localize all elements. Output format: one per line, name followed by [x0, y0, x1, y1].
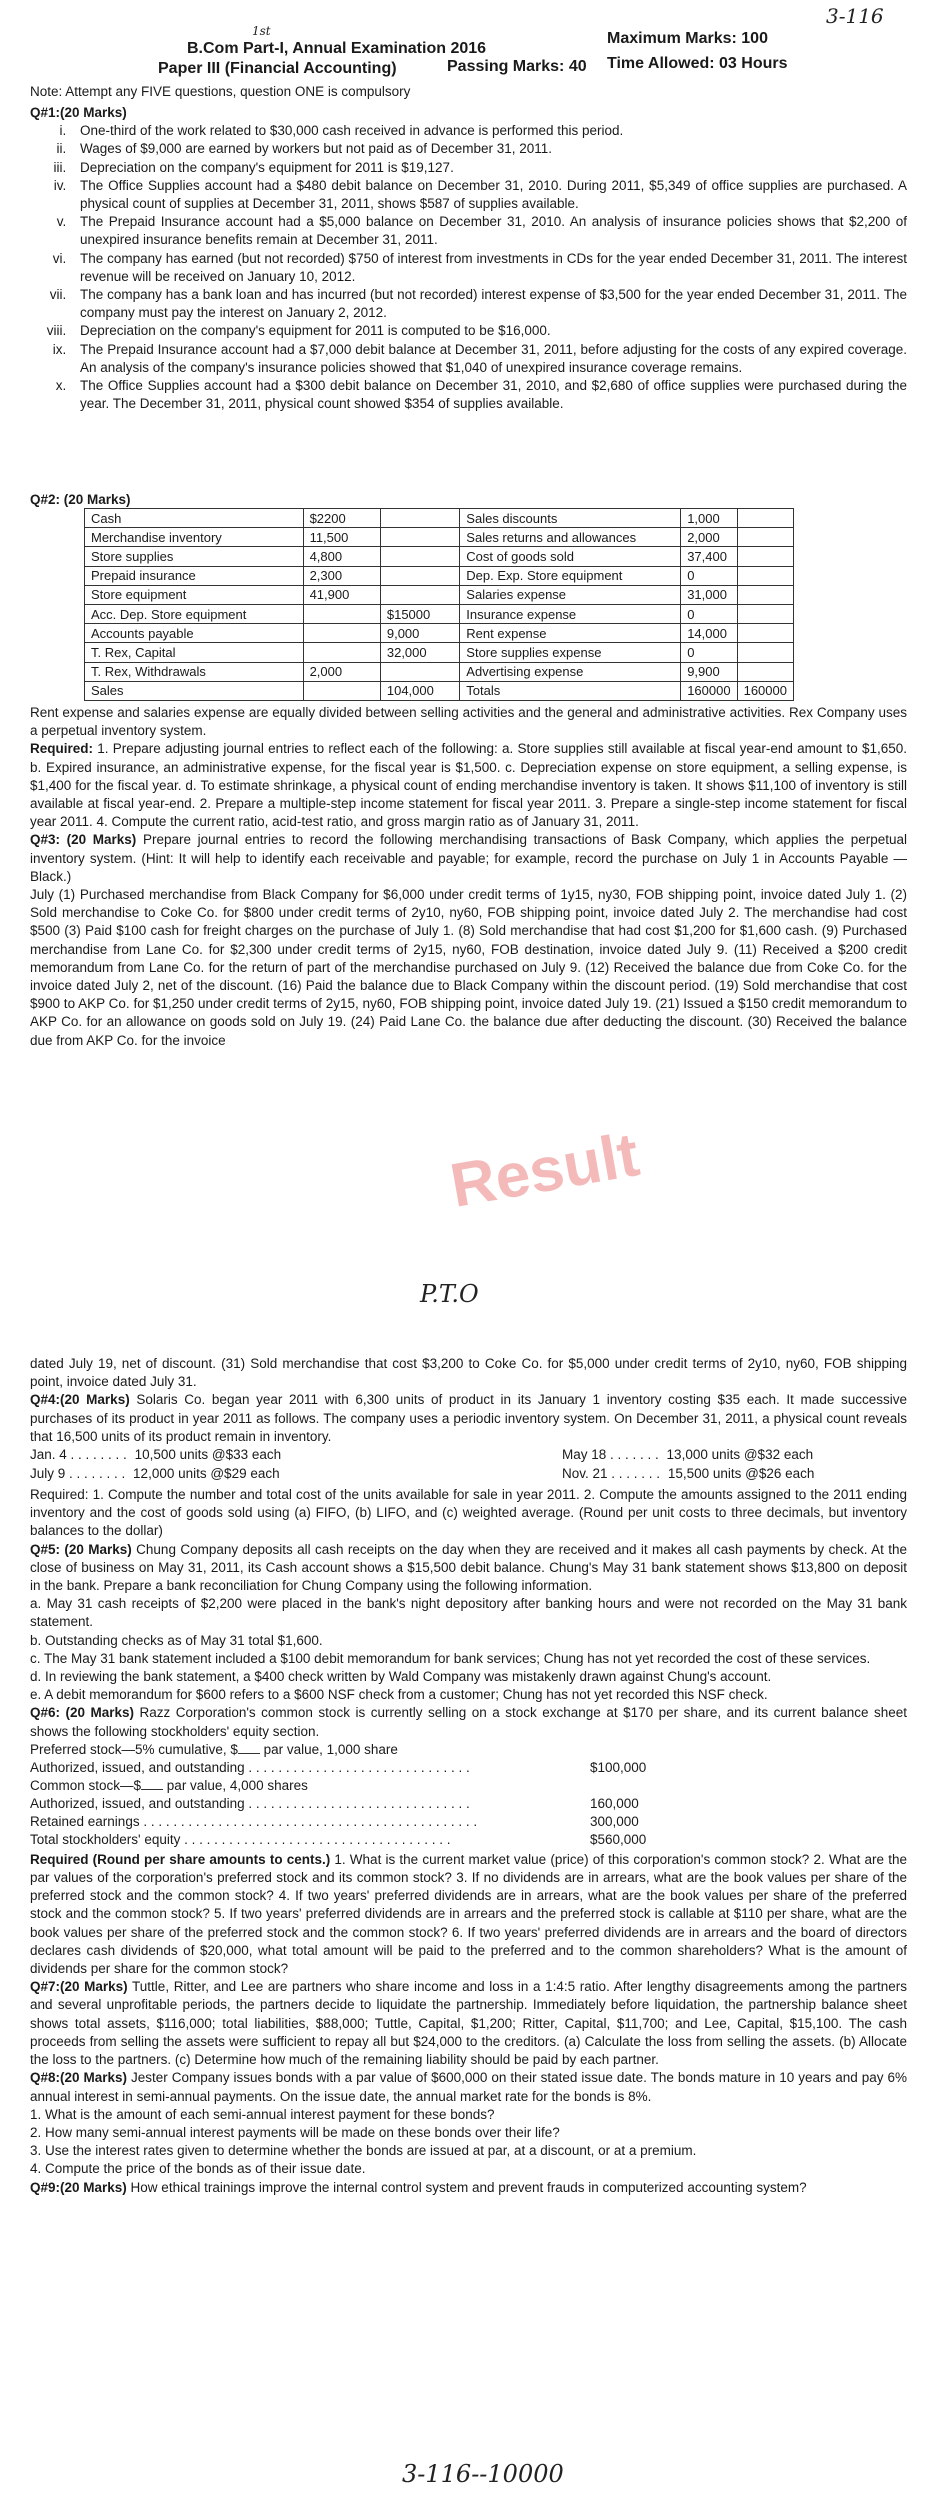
table-cell: Sales discounts: [460, 509, 681, 528]
table-cell: Accounts payable: [85, 624, 304, 643]
table-cell: 14,000: [681, 624, 737, 643]
table-cell: T. Rex, Withdrawals: [85, 662, 304, 681]
question-1-heading: Q#1:(20 Marks): [30, 105, 127, 120]
question-5-heading: Q#5: (20 Marks): [30, 1541, 132, 1557]
table-row: [85, 662, 794, 681]
table-cell: Merchandise inventory: [85, 528, 304, 547]
question-7: [30, 1978, 907, 2069]
table-cell: Sales: [85, 681, 304, 700]
equity-label-suffix: par value, 1,000 share: [259, 1741, 398, 1757]
question-3-intro-text: Prepare journal entries to record the following merchandising transactions of Bask Company, which applies the perpetual inventory system. (Hint: It will help to identify each receivable and payable; for example, record the purchase on July 1 in Accounts Payable — Black.): [30, 832, 907, 884]
table-cell: [737, 547, 793, 566]
question-4-required: Required: 1. Compute the number and total cost of the units available for sale in year 2011. 2. Compute the amounts assigned to the 2011 ending inventory and the cost of goods sold using (a) FIFO, (b) LIFO, and (c) weighted average. (Round per unit costs to three decimals, but inventory balances to the dollar): [30, 1487, 907, 1539]
table-cell: Cash: [85, 509, 304, 528]
table-cell: Rent expense: [460, 624, 681, 643]
question-4-heading: Q#4:(20 Marks): [30, 1392, 130, 1408]
equity-label-suffix: par value, 4,000 shares: [163, 1777, 308, 1793]
list-item: v. The Prepaid Insurance account had a $5,000 balance on December 31, 2010. An analysis of insurance policies shows that $2,200 of unexpired insurance benefits remain at December 31, 2011.: [70, 213, 907, 249]
table-cell: Salaries expense: [460, 585, 681, 604]
table-row: [85, 585, 794, 604]
list-item: iii. Depreciation on the company's equipment for 2011 is $19,127.: [70, 159, 907, 177]
question-4-intro: [30, 1391, 907, 1446]
table-cell: Store supplies expense: [460, 643, 681, 662]
blank-line: [141, 1789, 163, 1790]
question-4-intro-text: Solaris Co. began year 2011 with 6,300 units of product in its January 1 inventory costing $35 each. It made successive purchases of its product in year 2011 as follows. The company uses a periodic inventory system. On December 31, 2011, a physical count reveals that 16,500 units of its product remain in inventory.: [30, 1392, 908, 1444]
purchase-detail: 10,500 units @$33 each: [134, 1447, 282, 1463]
list-item: ix. The Prepaid Insurance account had a $7,000 debit balance at December 31, 2011, before adjusting for the costs of any expired coverage. An analysis of the company's insurance policies showed that $1,040 of unexpired insurance coverage remains.: [70, 341, 907, 377]
table-cell: [380, 585, 459, 604]
question-6-intro: [30, 1704, 907, 1740]
table-cell: Cost of goods sold: [460, 547, 681, 566]
table-row: [85, 643, 794, 662]
equity-amount: 300,000: [590, 1813, 639, 1829]
table-cell: 0: [681, 604, 737, 623]
table-cell: [737, 662, 793, 681]
table-cell: [380, 547, 459, 566]
passing-marks: Passing Marks: 40: [447, 58, 587, 75]
purchase-row: [30, 1465, 280, 1483]
table-cell: Acc. Dep. Store equipment: [85, 604, 304, 623]
table-cell: 2,000: [681, 528, 737, 547]
list-item: 2. How many semi-annual interest payments will be made on these bonds over their life?: [30, 2124, 560, 2140]
result-watermark: Result: [445, 1120, 645, 1221]
table-row: [85, 528, 794, 547]
question-1: [30, 104, 907, 413]
question-1-list: [30, 122, 907, 413]
question-3-heading: Q#3: (20 Marks): [30, 832, 137, 848]
table-cell: [380, 662, 459, 681]
table-cell: [303, 604, 380, 623]
trial-balance-table: [84, 508, 794, 701]
table-cell: [737, 528, 793, 547]
question-6-heading: Q#6: (20 Marks): [30, 1705, 135, 1721]
question-2-heading: Q#2: (20 Marks): [30, 492, 131, 507]
purchase-date: July 9 . . . . . . . .: [30, 1466, 126, 1482]
table-cell: 160000: [737, 681, 793, 700]
table-cell: [303, 681, 380, 700]
table-cell: 11,500: [303, 528, 380, 547]
table-cell: [737, 585, 793, 604]
question-7-text: Tuttle, Ritter, and Lee are partners who share income and loss in a 1:4:5 ratio. After lengthy disagreements among the partners and several unprofitable periods, the partners decide to liquidate the partnership. Immediately before liquidation, the partnership balance sheet shows total assets, $116,000; total liabilities, $88,000; Tuttle, Capital, $1,200; Ritter, Capital, $11,700; and Lee, Capital, $15,100. The cash proceeds from selling the assets were sufficient to repay all but $24,000 to the creditors. (a) Calculate the loss from selling the assets. (b) Allocate the loss to the partners. (c) Determine how much of the remaining liability should be paid by each partner.: [30, 1979, 907, 2068]
question-9-text: How ethical trainings improve the internal control system and prevent frauds in computerized accounting system?: [126, 2179, 807, 2195]
equity-row: [30, 1741, 398, 1759]
purchase-row: [562, 1446, 813, 1464]
table-cell: 41,900: [303, 585, 380, 604]
table-cell: 2,300: [303, 566, 380, 585]
table-row: [85, 547, 794, 566]
table-cell: 4,800: [303, 547, 380, 566]
table-cell: 9,000: [380, 624, 459, 643]
table-cell: 32,000: [380, 643, 459, 662]
table-cell: 0: [681, 643, 737, 662]
equity-row: [30, 1759, 550, 1777]
equity-amount: 160,000: [590, 1795, 639, 1811]
purchase-date: May 18 . . . . . . .: [562, 1447, 659, 1463]
table-cell: 1,000: [681, 509, 737, 528]
table-cell: 37,400: [681, 547, 737, 566]
list-item: iv. The Office Supplies account had a $480 debit balance on December 31, 2010. During 2011, $5,349 of office supplies are purchased. A physical count of supplies at December 31, 2011, shows $587 of supplies available.: [70, 177, 907, 213]
question-8-intro-text: Jester Company issues bonds with a par value of $600,000 on their stated issue date. The bonds mature in 10 years and pay 6% annual interest in semi-annual payments. On the issue date, the annual market rate for the bonds is 8%.: [30, 2070, 907, 2104]
question-2-text: Rent expense and salaries expense are equally divided between selling activities and the general and administrative activities. Rex Company uses a perpetual inventory system.: [30, 705, 907, 739]
time-allowed: Time Allowed: 03 Hours: [607, 55, 788, 72]
table-cell: T. Rex, Capital: [85, 643, 304, 662]
exam-note: Note: Attempt any FIVE questions, question ONE is compulsory: [30, 84, 411, 99]
equity-amount: $100,000: [590, 1759, 647, 1775]
table-cell: [737, 509, 793, 528]
table-cell: 104,000: [380, 681, 459, 700]
list-item: 4. Compute the price of the bonds as of their issue date.: [30, 2161, 366, 2177]
list-item: i. One-third of the work related to $30,000 cash received in advance is performed this period.: [70, 122, 907, 140]
question-3-body: July (1) Purchased merchandise from Black Company for $6,000 under credit terms of 1y15, ny30, FOB shipping point, invoice dated July 1. (2) Sold merchandise to Coke Co. for $800 under credit terms of 2y10, ny60, FOB shipping point, invoice dated July 2. The merchandise had cost $500 (3) Paid $100 cash for freight charges on the purchase of July 1. (8) Sold merchandise that had cost $1,200 for $1,600 cash. (9) Purchased merchandise from Lane Co. for $2,300 under credit terms of 2y15, ny60, FOB destination, invoice dated July 9. (11) Received a $200 credit memorandum from Lane Co. for the return of part of the merchandise purchased on July 9. (12) Received the balance due from Coke Co. for the invoice dated July 2, net of the discount. (16) Paid the balance due to Black Company within the discount period. (19) Sold merchandise that cost $900 to AKP Co. for $1,250 under credit terms of 2y15, ny60, FOB shipping point, invoice dated July 19. (21) Issued a $150 credit memorandum to AKP Co. for an allowance on goods sold on July 19. (24) Paid Lane Co. the balance due after deducting the discount. (30) Received the balance due from AKP Co. for the invoice: [30, 887, 907, 1048]
exam-title: B.Com Part-I, Annual Examination 2016: [187, 40, 487, 57]
list-item: viii. Depreciation on the company's equipment for 2011 is computed to be $16,000.: [70, 322, 907, 340]
purchase-row: [30, 1446, 281, 1464]
table-row: [85, 509, 794, 528]
equity-row: [30, 1831, 550, 1849]
question-3-continued: [30, 1355, 907, 2197]
table-cell: [303, 643, 380, 662]
table-cell: [380, 528, 459, 547]
equity-label: Authorized, issued, and outstanding . . . . . . . . . . . . . . . . . . . . . . . . . . . . . .: [30, 1795, 470, 1811]
question-5-intro: [30, 1541, 907, 1596]
purchase-row: [562, 1465, 814, 1483]
question-6-intro-text: Razz Corporation's common stock is currently selling on a stock exchange at $170 per share, and its current balance sheet shows the following stockholders' equity section.: [30, 1705, 907, 1739]
table-cell: Store supplies: [85, 547, 304, 566]
question-7-heading: Q#7:(20 Marks): [30, 1979, 128, 1995]
table-cell: $2200: [303, 509, 380, 528]
question-9-heading: Q#9:(20 Marks): [30, 2179, 127, 2195]
equity-label: Total stockholders' equity . . . . . . . . . . . . . . . . . . . . . . . . . . . . . . . . . . . .: [30, 1831, 451, 1847]
list-item: x. The Office Supplies account had a $300 debit balance on December 31, 2010, and $2,680 of office supplies were purchased during the year. The December 31, 2011, physical count showed $354 of supplies available.: [70, 377, 907, 413]
question-3-continued-text: dated July 19, net of discount. (31) Sold merchandise that cost $3,200 to Coke Co. for $5,000 under credit terms of 2y10, ny60, FOB shipping point, invoice dated July 31.: [30, 1356, 907, 1390]
handwritten-code-top: 3-116: [826, 4, 884, 28]
purchase-detail: 15,500 units @$26 each: [667, 1466, 815, 1482]
table-row: [85, 681, 794, 700]
list-item: 3. Use the interest rates given to determine whether the bonds are issued at par, at a discount, or at a premium.: [30, 2143, 697, 2159]
table-row: [85, 624, 794, 643]
handwritten-annotation: 1st: [252, 24, 271, 38]
equity-row: [30, 1813, 550, 1831]
list-item: vii. The company has a bank loan and has incurred (but not recorded) interest expense of $3,500 for the year ended December 31, 2011. The company must pay the interest on January 2, 2012.: [70, 286, 907, 322]
equity-row: [30, 1795, 550, 1813]
list-item: c. The May 31 bank statement included a $100 debit memorandum for bank services; Chung has not yet recorded the cost of these services.: [30, 1650, 871, 1666]
purchase-date: Nov. 21 . . . . . . .: [562, 1466, 661, 1482]
question-3-intro: [30, 831, 907, 886]
table-cell: 2,000: [303, 662, 380, 681]
table-cell: Totals: [460, 681, 681, 700]
table-row: [85, 566, 794, 585]
list-item: vi. The company has earned (but not recorded) $750 of interest from investments in CDs for the year ended December 31, 2011. The interest revenue will be received on January 10, 2012.: [70, 250, 907, 286]
table-cell: Store equipment: [85, 585, 304, 604]
table-cell: [737, 566, 793, 585]
list-item: 1. What is the amount of each semi-annual interest payment for these bonds?: [30, 2106, 495, 2122]
list-item: a. May 31 cash receipts of $2,200 were placed in the bank's night depository after banking hours and were not recorded on the May 31 bank statement.: [30, 1596, 907, 1630]
equity-amount: $560,000: [590, 1831, 647, 1847]
list-item: e. A debit memorandum for $600 refers to a $600 NSF check from a customer; Chung has not yet recorded this NSF check.: [30, 1687, 768, 1703]
equity-label: Common stock—$: [30, 1777, 142, 1793]
purchase-date: Jan. 4 . . . . . . . .: [30, 1447, 127, 1463]
table-cell: [737, 604, 793, 623]
table-cell: [737, 624, 793, 643]
required-label: Required:: [30, 741, 94, 757]
table-cell: 31,000: [681, 585, 737, 604]
table-cell: [380, 566, 459, 585]
equity-section: [30, 1741, 907, 1851]
question-8-intro: [30, 2069, 907, 2105]
table-cell: Advertising expense: [460, 662, 681, 681]
equity-label: Authorized, issued, and outstanding . . . . . . . . . . . . . . . . . . . . . . . . . . . . . .: [30, 1759, 470, 1775]
table-cell: 0: [681, 566, 737, 585]
table-cell: 9,900: [681, 662, 737, 681]
table-cell: Insurance expense: [460, 604, 681, 623]
table-cell: [303, 624, 380, 643]
table-cell: [737, 643, 793, 662]
question-5-intro-text: Chung Company deposits all cash receipts on the day when they are received and it makes all cash payments by check. At the close of business on May 31, 2011, its Cash account shows a $15,500 debit balance. Chung's May 31 bank statement shows $13,800 on deposit in the bank. Prepare a bank reconciliation for Chung Company using the following information.: [30, 1541, 908, 1594]
required-text: 1. What is the current market value (price) of this corporation's common stock? 2. What are the par values of the corporation's preferred stock and its common stock? 3. If no dividends are in arrears, what are the book values per share of the preferred stock and the common stock? 4. If two years' preferred dividends are in arrears, what are the book values per share of the preferred stock and the common stock? 5. If two years' preferred dividends are in arrears and the preferred stock is callable at $110 per share, what are the book values per share of the preferred stock and the common stock? 6. If two years' preferred dividends are in arrears and the board of directors declares cash dividends of $20,000, what total amount will be paid to the preferred and to the common shareholders? What is the amount of dividends per share for the common stock?: [30, 1851, 907, 1977]
list-item: b. Outstanding checks as of May 31 total $1,600.: [30, 1632, 323, 1648]
table-cell: $15000: [380, 604, 459, 623]
equity-label: Preferred stock—5% cumulative, $: [30, 1741, 238, 1757]
question-8-heading: Q#8:(20 Marks): [30, 2070, 128, 2086]
required-label: Required (Round per share amounts to cents.): [30, 1851, 331, 1867]
table-row: [85, 604, 794, 623]
paper-title: Paper III (Financial Accounting): [158, 60, 397, 77]
maximum-marks: Maximum Marks: 100: [607, 30, 768, 47]
purchase-detail: 12,000 units @$29 each: [133, 1466, 280, 1482]
table-cell: [380, 509, 459, 528]
table-cell: 160000: [681, 681, 737, 700]
question-2-required: [30, 740, 907, 831]
purchase-detail: 13,000 units @$32 each: [666, 1447, 814, 1463]
question-2-body: [30, 704, 907, 1050]
table-cell: Sales returns and allowances: [460, 528, 681, 547]
table-cell: Prepaid insurance: [85, 566, 304, 585]
pto-mark: P.T.O: [420, 1280, 479, 1308]
list-item: d. In reviewing the bank statement, a $400 check written by Wald Company was mistakenly drawn against Chung's account.: [30, 1669, 772, 1685]
table-cell: Dep. Exp. Store equipment: [460, 566, 681, 585]
purchases-list: [30, 1446, 907, 1486]
required-text: 1. Prepare adjusting journal entries to reflect each of the following: a. Store supplies still available at fiscal year-end amount to $1,650. b. Expired insurance, an administrative expense, for the fiscal year is $1,500. c. Depreciation expense on store equipment, a selling expense, is $1,400 for the fiscal year. d. To estimate shrinkage, a physical count of ending merchandise inventory is taken. It shows $11,100 of inventory is still available at fiscal year-end. 2. Prepare a multiple-step income statement for fiscal year 2011. 3. Prepare a single-step income statement for fiscal year 2011. 4. Compute the current ratio, acid-test ratio, and gross margin ratio as of January 31, 2011.: [30, 741, 907, 830]
question-9: [30, 2179, 907, 2197]
list-item: ii. Wages of $9,000 are earned by workers but not paid as of December 31, 2011.: [70, 140, 907, 158]
blank-line: [238, 1753, 260, 1754]
handwritten-code-bottom: 3-116--10000: [402, 2460, 564, 2488]
equity-label: Retained earnings . . . . . . . . . . . . . . . . . . . . . . . . . . . . . . . . . . . . . . . . . . . . .: [30, 1813, 478, 1829]
question-6-required: [30, 1851, 907, 1978]
trial-balance-body: [85, 509, 794, 701]
equity-row: [30, 1777, 308, 1795]
